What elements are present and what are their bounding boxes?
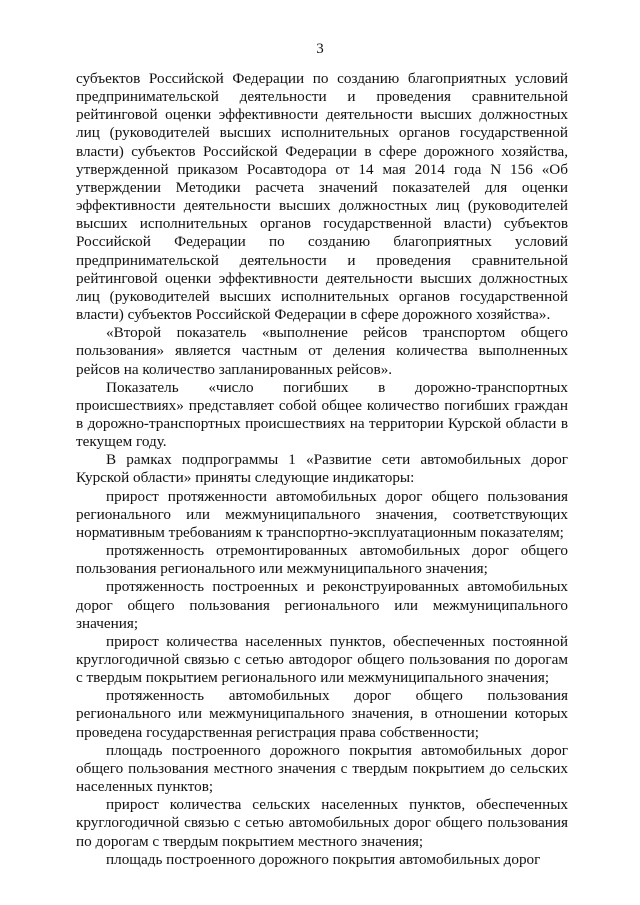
paragraph: протяженность отремонтированных автомобильных дорог общего пользования регионального или межмуниципального значения; — [76, 542, 568, 578]
paragraph: прирост протяженности автомобильных дорог общего пользования регионального или межмуниципального значения, соответствующих нормативным требованиям к транспортно-эксплуатационным показателям; — [76, 487, 568, 541]
paragraph: площадь построенного дорожного покрытия автомобильных дорог общего пользования местного значения с твердым покрытием до сельских населенных пунктов; — [76, 741, 568, 796]
page-number: 3 — [316, 41, 324, 57]
paragraph: субъектов Российской Федерации по созданию благоприятных условий предпринимательской деятельности и проведения сравнительной рейтинговой оценки эффективности деятельности высших должностных лиц (руководителей высших исполнительных органов государственной власти) субъектов Российской Федерации в сфере дорожного хозяйства, утвержденной приказом Росавтодора от 14 мая 2014 года N 156 «Об утверждении Методики расчета значений показателей для оценки эффективности деятельности высших должностных лиц (руководителей высших исполнительных органов государственной власти) субъектов Российской Федерации по созданию благоприятных условий предпринимательской деятельности и проведения сравнительной рейтинговой оценки эффективности деятельности высших должностных лиц (руководителей высших исполнительных органов государственной власти) субъектов Российской Федерации в сфере дорожного хозяйства». — [76, 70, 568, 324]
paragraph: площадь построенного дорожного покрытия автомобильных дорог — [106, 850, 541, 868]
paragraph: Показатель «число погибших в дорожно-транспортных происшествиях» представляет собой общее количество погибших граждан в дорожно-транспортных происшествиях на территории Курской области в текущем году. — [76, 378, 568, 451]
paragraph: прирост количества населенных пунктов, обеспеченных постоянной круглогодичной связью с сетью автодорог общего пользования по дорогам с твердым покрытием регионального или межмуниципального значения; — [76, 632, 568, 687]
paragraph: протяженность построенных и реконструированных автомобильных дорог общего пользования регионального или межмуниципального значения; — [76, 578, 568, 632]
paragraph: «Второй показатель «выполнение рейсов транспортом общего пользования» является частным от деления количества выполненных рейсов на количество запланированных рейсов». — [76, 324, 568, 378]
paragraph: В рамках подпрограммы 1 «Развитие сети автомобильных дорог Курской области» приняты следующие индикаторы: — [76, 451, 568, 487]
body-text — [76, 70, 568, 869]
paragraph: протяженность автомобильных дорог общего пользования регионального или межмуниципального значения, в отношении которых проведена государственная регистрация права собственности; — [76, 687, 568, 741]
paragraph: прирост количества сельских населенных пунктов, обеспеченных круглогодичной связью с сетью автомобильных дорог общего пользования по дорогам с твердым покрытием местного значения; — [76, 796, 568, 850]
